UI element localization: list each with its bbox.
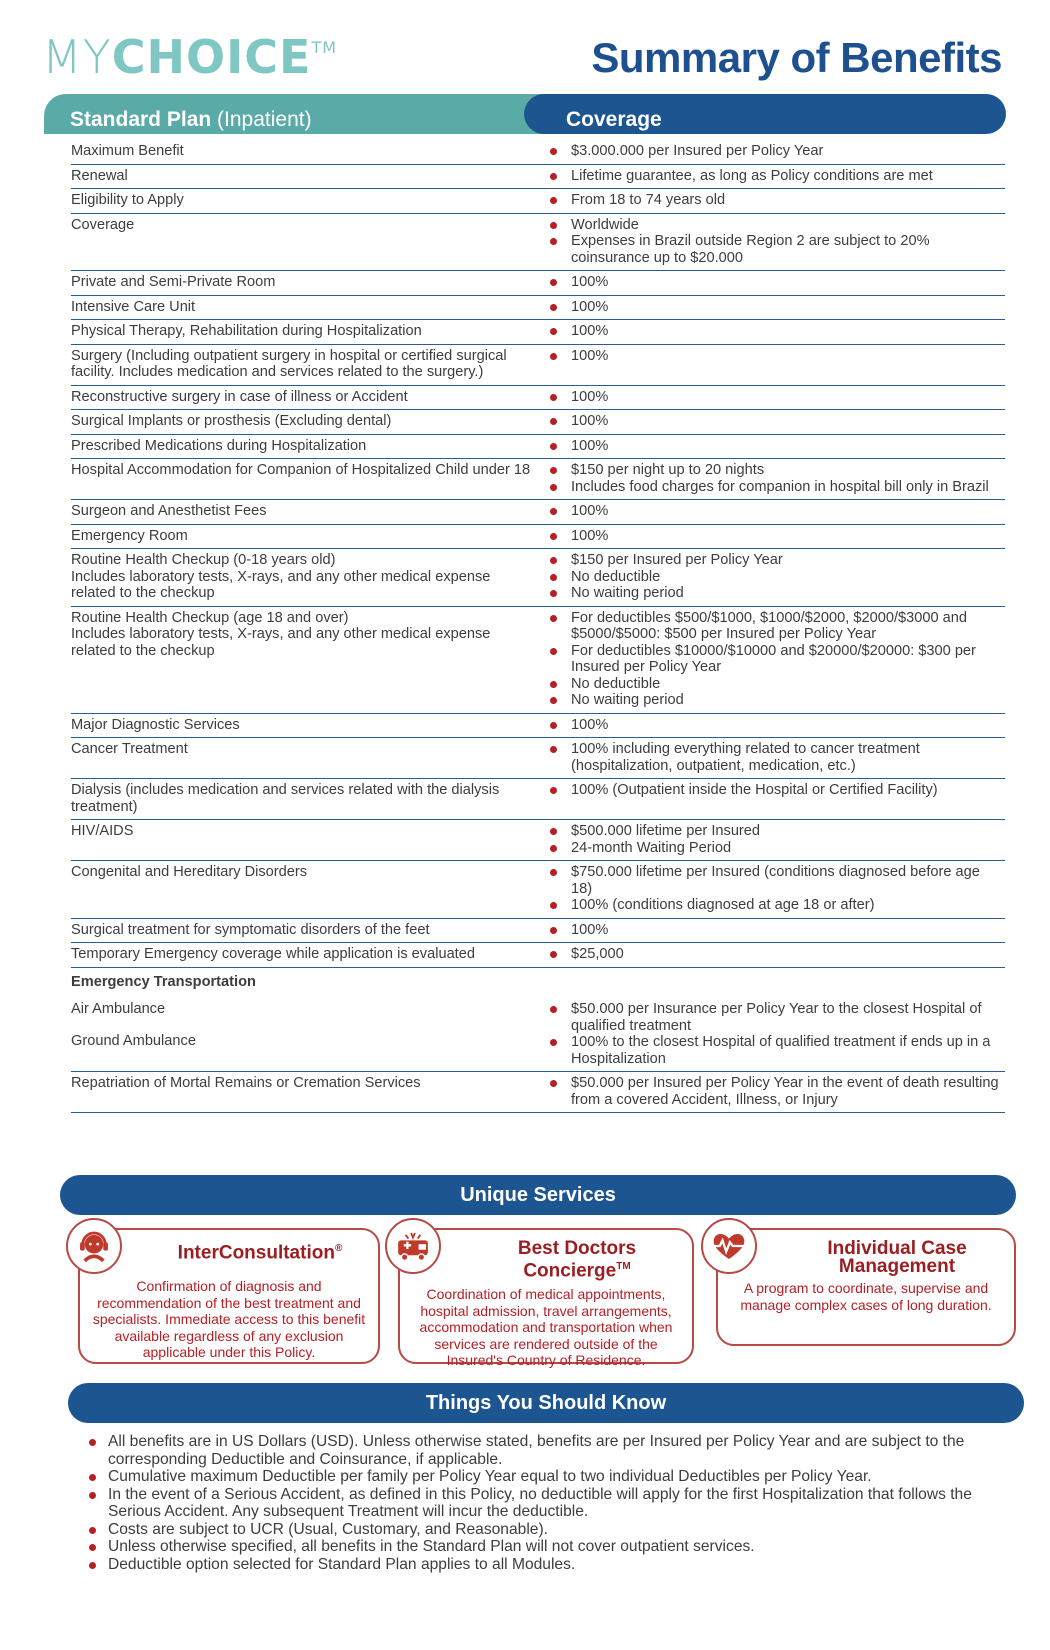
emergency-benefit-cell <box>71 1001 545 1067</box>
benefit-cell <box>71 299 545 316</box>
coverage-cell <box>545 528 1005 545</box>
benefit-cell <box>71 348 545 381</box>
benefit-text: Surgery (Including outpatient surgery in hospital or certified surgical facility. Includes medication and services related to the surgery.) <box>71 347 507 380</box>
interconsultation-title-text: InterConsultation <box>177 1242 335 1264</box>
table-row <box>71 549 1005 607</box>
repatriation-benefit: Repatriation of Mortal Remains or Cremation Services <box>71 1075 421 1091</box>
coverage-item: For deductibles $500/$1000, $1000/$2000, $2000/$3000 and $5000/$5000: $500 per Insured per Policy Year <box>549 610 1005 643</box>
coverage-item: No deductible <box>549 569 1005 586</box>
benefit-cell <box>71 323 545 340</box>
best-doctors-title-wrap <box>400 1230 692 1280</box>
table-row <box>71 861 1005 919</box>
benefit-text: Includes laboratory tests, X-rays, and any other medical expense related to the checkup <box>71 568 491 601</box>
brand-logo-tm: TM <box>311 38 338 57</box>
benefit-cell <box>71 438 545 455</box>
benefit-cell <box>71 823 545 856</box>
table-row <box>71 320 1005 345</box>
table-row <box>71 435 1005 460</box>
benefit-cell <box>71 389 545 406</box>
benefit-cell <box>71 503 545 520</box>
benefit-cell <box>71 610 545 709</box>
best-doctors-card <box>398 1228 694 1369</box>
emergency-row <box>71 998 1005 1072</box>
coverage-cell <box>545 413 1005 430</box>
benefit-text: Congenital and Hereditary Disorders <box>71 864 308 880</box>
interconsultation-card <box>78 1228 380 1364</box>
coverage-item: 100% including everything related to cancer treatment (hospitalization, outpatient, medication, etc.) <box>549 741 1005 774</box>
table-row <box>71 738 1005 779</box>
air-ambulance-label: Air Ambulance <box>71 1001 166 1017</box>
brand-logo-my: MY <box>42 30 112 84</box>
coverage-item: 100% <box>549 413 1005 430</box>
coverage-item: 100% <box>549 299 1005 316</box>
benefit-text: Cancer Treatment <box>71 741 188 757</box>
brand-logo-choice: CHOICE <box>111 30 312 84</box>
benefit-text: Intensive Care Unit <box>71 298 196 315</box>
heartbeat-icon <box>701 1218 757 1274</box>
coverage-header: Coverage <box>524 94 1006 134</box>
table-row <box>71 189 1005 214</box>
benefit-cell <box>71 274 545 291</box>
coverage-cell <box>545 274 1005 291</box>
coverage-item: Worldwide <box>549 217 1005 234</box>
coverage-item: 100% <box>549 528 1005 545</box>
benefit-cell <box>71 462 545 495</box>
benefit-text: Eligibility to Apply <box>71 192 184 208</box>
coverage-item: $25,000 <box>549 946 1005 963</box>
benefit-cell <box>71 864 545 914</box>
table-row <box>71 500 1005 525</box>
table-row <box>71 214 1005 272</box>
coverage-item: $500.000 lifetime per Insured <box>549 823 1005 840</box>
benefit-text: Prescribed Medications during Hospitalization <box>71 437 367 454</box>
coverage-item: 100% to the closest Hospital of qualified treatment if ends up in a Hospitalization <box>549 1034 1005 1067</box>
benefit-cell <box>71 717 545 734</box>
coverage-cell <box>545 717 1005 734</box>
benefit-text: Surgeon and Anesthetist Fees <box>71 503 267 519</box>
note-item: Cumulative maximum Deductible per family per Policy Year equal to two individual Deductibles per Policy Year. <box>88 1468 1028 1486</box>
coverage-item: 100% <box>549 717 1005 734</box>
coverage-item: $150 per Insured per Policy Year <box>549 552 1005 569</box>
benefit-text: Routine Health Checkup (age 18 and over) <box>71 609 349 626</box>
registered-mark: ® <box>334 1243 343 1254</box>
things-to-know-list <box>88 1433 1028 1573</box>
coverage-item: No deductible <box>549 676 1005 693</box>
table-row <box>71 459 1005 500</box>
benefit-text: Major Diagnostic Services <box>71 716 240 733</box>
coverage-cell <box>545 192 1005 209</box>
benefit-cell <box>71 782 545 815</box>
coverage-cell <box>545 741 1005 774</box>
coverage-item: $150 per night up to 20 nights <box>549 462 1005 479</box>
benefit-text: Includes laboratory tests, X-rays, and any other medical expense related to the checkup <box>71 626 491 659</box>
coverage-cell <box>545 610 1005 709</box>
emergency-coverage-cell <box>545 1001 1005 1067</box>
coverage-cell <box>545 438 1005 455</box>
coverage-cell <box>545 782 1005 815</box>
coverage-item: From 18 to 74 years old <box>549 192 1005 209</box>
ground-ambulance-label: Ground Ambulance <box>71 1032 196 1049</box>
note-item: Unless otherwise specified, all benefits in the Standard Plan will not cover outpatient services. <box>88 1538 1028 1556</box>
benefit-text: Surgical treatment for symptomatic disorders of the feet <box>71 921 430 938</box>
repatriation-coverage-cell <box>545 1075 1005 1108</box>
table-row <box>71 714 1005 739</box>
table-row <box>71 410 1005 435</box>
benefit-cell <box>71 217 545 267</box>
coverage-cell <box>545 922 1005 939</box>
benefit-cell <box>71 552 545 602</box>
coverage-item: $3.000.000 per Insured per Policy Year <box>549 143 1005 160</box>
table-row <box>71 943 1005 968</box>
table-row <box>71 779 1005 820</box>
case-management-card <box>716 1228 1016 1346</box>
benefit-text: HIV/AIDS <box>71 823 134 839</box>
ambulance-icon <box>385 1218 441 1274</box>
table-row <box>71 919 1005 944</box>
interconsultation-title-wrap <box>80 1230 378 1262</box>
best-doctors-text: Coordination of medical appointments, hospital admission, travel arrangements, accommodation and transportation when services are rendered outside of the Insured's Country of Residence. <box>419 1286 673 1369</box>
coverage-item: No waiting period <box>549 585 1005 602</box>
case-management-text: A program to coordinate, supervise and manage complex cases of long duration. <box>740 1280 992 1313</box>
coverage-item: 100% <box>549 274 1005 291</box>
benefit-cell <box>71 741 545 774</box>
case-management-title-wrap <box>718 1230 1014 1276</box>
table-row <box>71 296 1005 321</box>
case-management-title-line1: Individual Case <box>827 1238 967 1259</box>
emergency-heading-spacer <box>545 974 1005 991</box>
benefit-text: Maximum Benefit <box>71 143 184 159</box>
benefit-text: Coverage <box>71 216 135 233</box>
coverage-cell <box>545 143 1005 160</box>
case-management-title-line2: Management <box>838 1256 956 1277</box>
benefit-cell <box>71 168 545 185</box>
benefit-cell <box>71 528 545 545</box>
benefits-table <box>71 140 1005 1113</box>
table-row <box>71 607 1005 714</box>
benefit-text: Hospital Accommodation for Companion of Hospitalized Child under 18 <box>71 462 531 478</box>
benefit-cell <box>71 946 545 963</box>
benefit-text: Emergency Room <box>71 527 188 544</box>
table-row <box>71 271 1005 296</box>
brand-logo <box>42 30 338 84</box>
benefit-cell <box>71 413 545 430</box>
coverage-cell <box>545 348 1005 381</box>
coverage-item: 100% <box>549 438 1005 455</box>
benefit-text: Renewal <box>71 167 128 184</box>
coverage-item: 24-month Waiting Period <box>549 840 1005 857</box>
coverage-cell <box>545 946 1005 963</box>
coverage-item: 100% <box>549 348 1005 365</box>
coverage-cell <box>545 864 1005 914</box>
coverage-cell <box>545 168 1005 185</box>
coverage-cell <box>545 552 1005 602</box>
coverage-item: $750.000 lifetime per Insured (conditions diagnosed before age 18) <box>549 864 1005 897</box>
coverage-item: Lifetime guarantee, as long as Policy conditions are met <box>549 168 1005 185</box>
coverage-cell <box>545 299 1005 316</box>
coverage-cell <box>545 462 1005 495</box>
benefit-text: Private and Semi-Private Room <box>71 274 276 290</box>
plan-header-bold: Standard Plan <box>70 108 212 131</box>
coverage-cell <box>545 323 1005 340</box>
coverage-item: 100% <box>549 323 1005 340</box>
note-item: Costs are subject to UCR (Usual, Customary, and Reasonable). <box>88 1521 1028 1539</box>
coverage-item: 100% (Outpatient inside the Hospital or Certified Facility) <box>549 782 1005 799</box>
coverage-item: $50.000 per Insurance per Policy Year to the closest Hospital of qualified treatment <box>549 1001 1005 1034</box>
table-row <box>71 140 1005 165</box>
unique-services-heading: Unique Services <box>60 1175 1016 1215</box>
coverage-item: No waiting period <box>549 692 1005 709</box>
interconsultation-title <box>150 1240 370 1262</box>
coverage-item: For deductibles $10000/$10000 and $20000/$20000: $300 per Insured per Policy Year <box>549 643 1005 676</box>
coverage-cell <box>545 823 1005 856</box>
note-item: Deductible option selected for Standard Plan applies to all Modules. <box>88 1556 1028 1574</box>
benefit-text: Routine Health Checkup (0-18 years old) <box>71 552 336 568</box>
trademark-mark: TM <box>616 1261 631 1272</box>
coverage-item: 100% <box>549 389 1005 406</box>
benefit-text: Physical Therapy, Rehabilitation during Hospitalization <box>71 323 422 339</box>
page-title: Summary of Benefits <box>591 34 1002 81</box>
things-to-know-heading: Things You Should Know <box>68 1383 1024 1423</box>
coverage-item: Expenses in Brazil outside Region 2 are subject to 20% coinsurance up to $20.000 <box>549 233 1005 266</box>
coverage-item: 100% <box>549 922 1005 939</box>
coverage-cell <box>545 503 1005 520</box>
table-header <box>44 94 1006 134</box>
benefit-text: Dialysis (includes medication and services related with the dialysis treatment) <box>71 782 500 815</box>
coverage-item: 100% (conditions diagnosed at age 18 or after) <box>549 897 1005 914</box>
best-doctors-title-line1: Best Doctors <box>517 1238 637 1259</box>
headset-icon <box>66 1218 122 1274</box>
best-doctors-title-line2 <box>470 1258 684 1280</box>
benefit-cell <box>71 143 545 160</box>
repatriation-row <box>71 1072 1005 1113</box>
benefit-text: Temporary Emergency coverage while application is evaluated <box>71 946 475 962</box>
benefit-cell <box>71 922 545 939</box>
plan-header <box>44 94 564 134</box>
emergency-heading: Emergency Transportation <box>71 973 256 990</box>
coverage-item: Includes food charges for companion in hospital bill only in Brazil <box>549 479 1005 496</box>
table-row <box>71 165 1005 190</box>
benefit-text: Surgical Implants or prosthesis (Excluding dental) <box>71 413 392 429</box>
interconsultation-text: Confirmation of diagnosis and recommendation of the best treatment and specialists. Immediate access to this benefit available regardless of any exclusion applicable under this Policy. <box>92 1278 366 1361</box>
plan-header-light: (Inpatient) <box>217 108 312 131</box>
coverage-item: 100% <box>549 503 1005 520</box>
note-item: All benefits are in US Dollars (USD). Unless otherwise stated, benefits are per Insured per Policy Year and are subject to the corresponding Deductible and Coinsurance, if applicable. <box>88 1433 1028 1468</box>
table-row <box>71 345 1005 386</box>
coverage-cell <box>545 389 1005 406</box>
note-item: In the event of a Serious Accident, as defined in this Policy, no deductible will apply for the first Hospitalization that follows the Serious Accident. Any subsequent Treatment will incur the deductible. <box>88 1486 1028 1521</box>
table-row <box>71 525 1005 550</box>
table-row <box>71 820 1005 861</box>
benefit-text: Reconstructive surgery in case of illness or Accident <box>71 388 408 405</box>
emergency-heading-row <box>71 968 1005 999</box>
benefit-cell <box>71 192 545 209</box>
best-doctors-title-line2-text: Concierge <box>523 1260 617 1282</box>
coverage-item: $50.000 per Insured per Policy Year in the event of death resulting from a covered Accident, Illness, or Injury <box>549 1075 1005 1108</box>
coverage-cell <box>545 217 1005 267</box>
table-row <box>71 386 1005 411</box>
